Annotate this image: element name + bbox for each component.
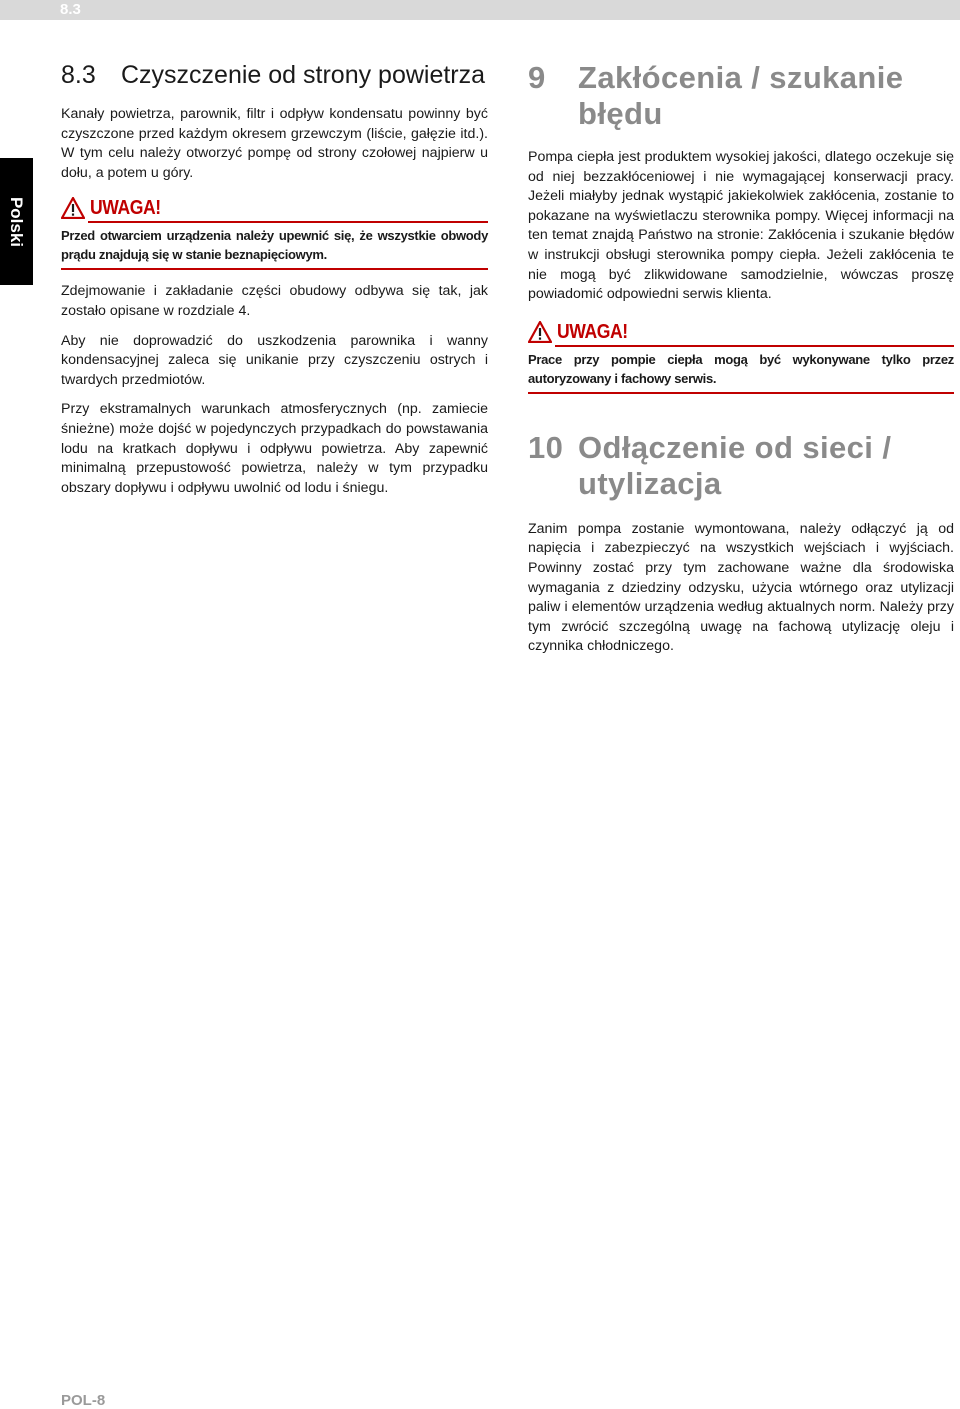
warning-title: UWAGA!	[557, 320, 628, 343]
warning-text: Przed otwarciem urządzenia należy upewnić się, że wszystkie obwody prądu znajdują się w stanie beznapięciowym.	[61, 228, 488, 263]
paragraph: Zanim pompa zostanie wymontowana, należy odłączyć ją od napięcia i zabezpieczyć na wszystkich wejściach i wyjściach. Powinny zostać przy tym zachowane ważne dla środowiska wymagania z dziedziny odzysku, użycia wtórnego oraz utylizacji paliw i elementów urządzenia według aktualnych norm. Należy przy tym zwrócić szczególną uwagę na fachową utylizację oleju i czynnika chłodniczego.	[528, 520, 954, 655]
section-number: 9	[528, 60, 546, 95]
section-title: Odłączenie od sieci / utylizacja	[578, 429, 892, 501]
right-column	[528, 60, 954, 667]
section-number: 8.3	[61, 61, 96, 89]
language-tab	[0, 158, 33, 285]
paragraph: Aby nie doprowadzić do uszkodzenia parownika i wanny kondensacyjnej zaleca się unikanie przy czyszczeniu ostrych i twardych przedmiotów.	[61, 332, 488, 388]
section-10-heading	[528, 430, 954, 502]
section-title: Czyszczenie od strony powietrza	[121, 61, 486, 89]
paragraph: Kanały powietrza, parownik, filtr i odpływ kondensatu powinny być czyszczone przed każdym okresem grzewczym (liście, gałęzie itd.). W tym celu należy otworzyć pompę od strony czołowej najpierw u dołu, a potem u góry.	[61, 106, 488, 181]
warning-header	[528, 317, 954, 343]
warning-box	[528, 317, 954, 394]
section-9-heading	[528, 60, 954, 132]
left-column	[61, 60, 488, 508]
warning-header	[61, 193, 488, 219]
section-number: 10	[528, 429, 564, 465]
top-band	[0, 0, 960, 20]
warning-rule-bottom	[61, 268, 488, 270]
section-title: Zakłócenia / szukanie błędu	[578, 60, 904, 131]
warning-triangle-icon	[528, 321, 552, 343]
section-crumb: 8.3	[60, 1, 81, 18]
warning-box	[61, 193, 488, 270]
paragraph: Pompa ciepła jest produktem wysokiej jakości, dlatego oczekuje się od niej bezzakłóceniowej i nie wymagającej konserwacji pracy. Jeżeli miałyby jednak wystąpić jakiekolwiek zakłócenia, zostanie to pokazane na wyświetlaczu sterownika pompy. Więcej informacji na ten temat znajdą Państwo na stronie: Zakłócenia i szukanie błędów w instrukcji obsługi sterownika pompy ciepła. Jeżeli zakłócenia te nie mogą być zlikwidowane samodzielnie, wówczas proszę powiadomić odpowiedni serwis klienta.	[528, 149, 954, 303]
paragraph: Zdejmowanie i zakładanie części obudowy odbywa się tak, jak zostało opisane w rozdziale 4.	[61, 283, 488, 319]
page-number: POL-8	[61, 1392, 106, 1409]
language-tab-label: Polski	[7, 196, 27, 247]
warning-rule-bottom	[528, 392, 954, 394]
warning-title: UWAGA!	[90, 197, 161, 220]
section-8-3-heading	[61, 60, 488, 91]
warning-text: Prace przy pompie ciepła mogą być wykonywane tylko przez autoryzowany i fachowy serwis.	[528, 351, 954, 386]
paragraph: Przy ekstramalnych warunkach atmosferycznych (np. zamiecie śnieżne) może dojść w pojedynczych przypadkach do powstawania lodu na kratkach dopływu i odpływu powietrza. Aby zapewnić minimalną przepustowość powietrza, należy w tym przypadku obszary dopływu i odpływu uwolnić od lodu i śniegu.	[61, 401, 488, 496]
warning-triangle-icon	[61, 197, 85, 219]
